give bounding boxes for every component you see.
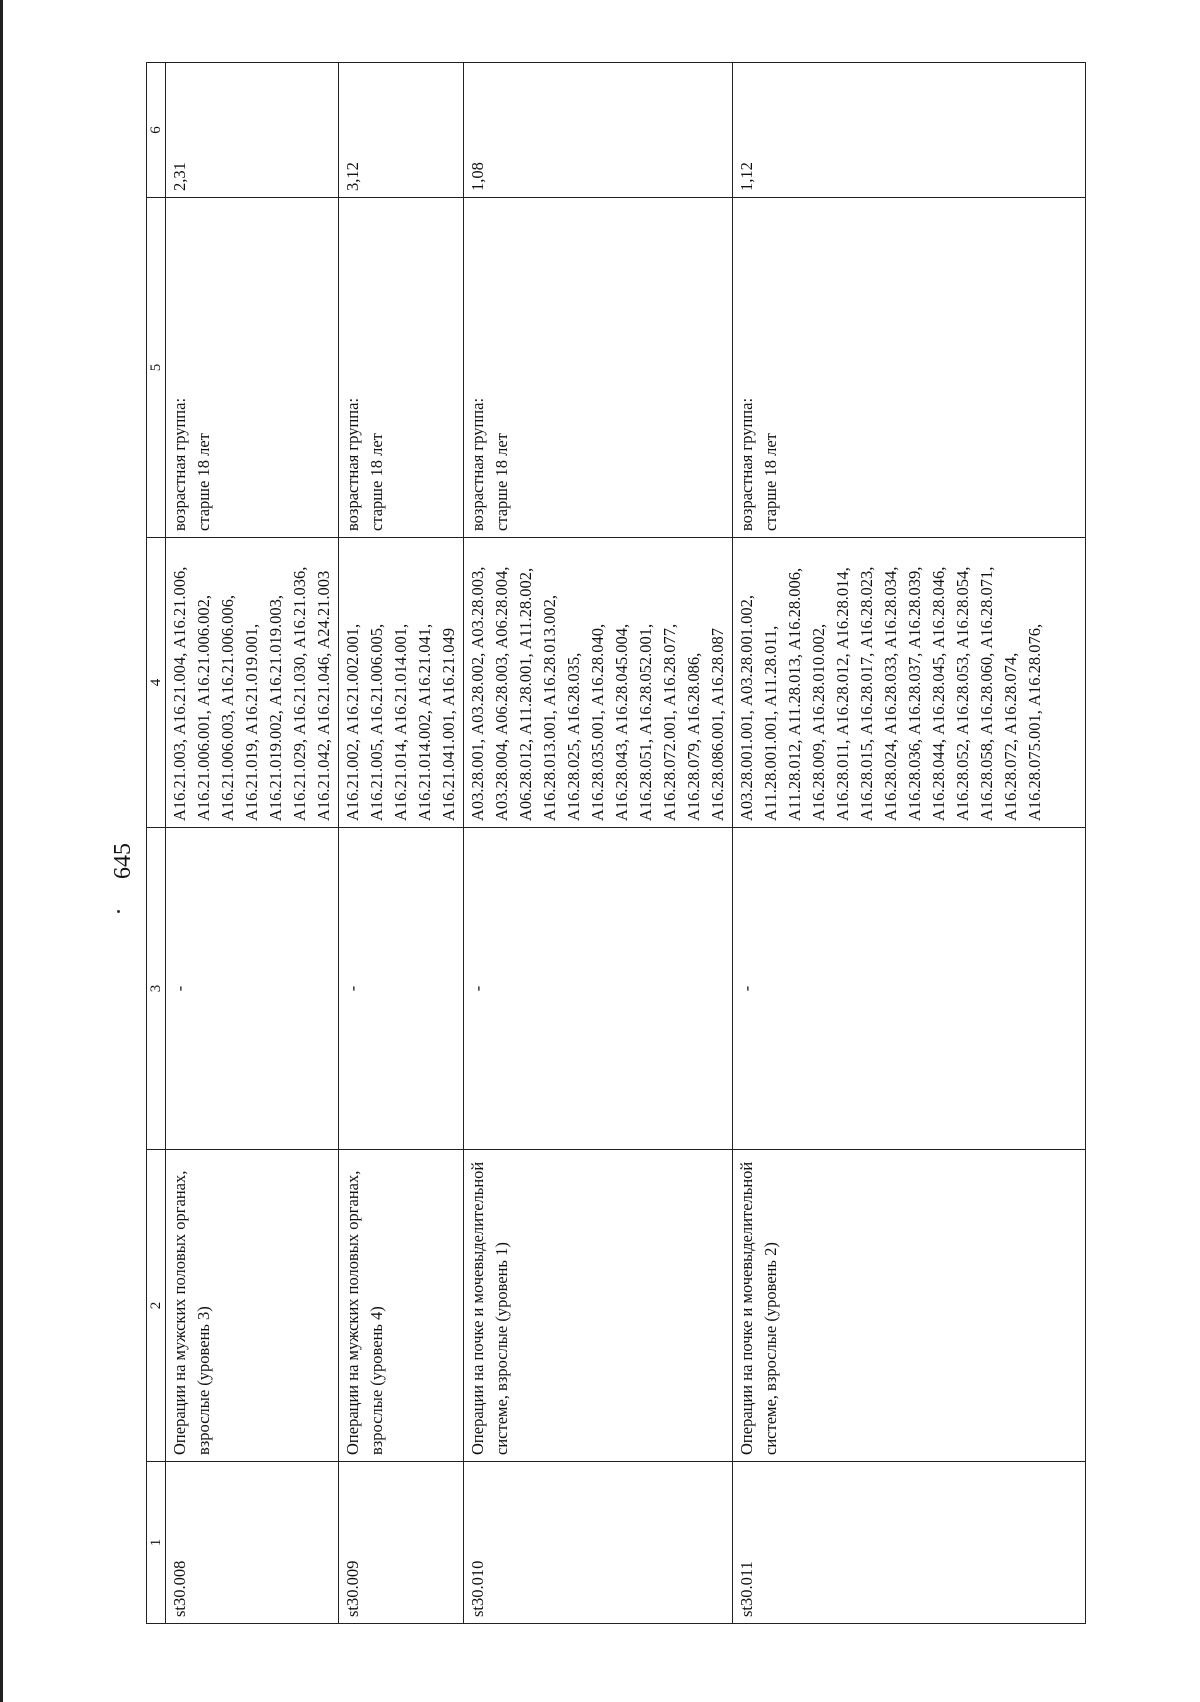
additional-criteria: возрастная группа: старше 18 лет [464,198,733,538]
diagnosis-codes: - [733,828,1086,1150]
service-codes: А16.21.002, А16.21.002.001, А16.21.005, А16.21.006.005, А16.21.014, А16.21.014.001, А16.21.014.002, А16.21.041, А16.21.041.001, А16.21.049 [339,538,464,828]
diagnosis-codes: - [339,828,464,1150]
additional-criteria: возрастная группа: старше 18 лет [733,198,1086,538]
cost-coefficient: 1,12 [733,63,1086,198]
ksg-code: st30.009 [339,1462,464,1624]
service-codes: А03.28.001, А03.28.002, А03.28.003, А03.28.004, А06.28.003, А06.28.004, А06.28.012, А11.28.001, А11.28.002, А16.28.013.001, А16.28.013.002, А16.28.025, А16.28.035, А16.28.035.001, А16.28.040, А16.28.043, А16.28.045.004, А16.28.051, А16.28.052.001, А16.28.072.001, А16.28.077, А16.28.079, А16.28.086, А16.28.086.001, А16.28.087 [464,538,733,828]
header-cell-6: 6 [147,63,166,198]
cost-coefficient: 1,08 [464,63,733,198]
header-cell-3: 3 [147,828,166,1150]
ksg-name: Операции на мужских половых органах, взрослые (уровень 3) [166,1150,339,1462]
ksg-name: Операции на почке и мочевыделительной системе, взрослые (уровень 1) [464,1150,733,1462]
header-cell-2: 2 [147,1150,166,1462]
page-number: 645 [110,843,136,879]
tariff-table [146,62,1086,1624]
cost-coefficient: 2,31 [166,63,339,198]
ksg-name: Операции на почке и мочевыделительной системе, взрослые (уровень 2) [733,1150,1086,1462]
header-cell-4: 4 [147,538,166,828]
service-codes: А16.21.003, А16.21.004, А16.21.006, А16.21.006.001, А16.21.006.002, А16.21.006.003, А16.21.006.006, А16.21.019, А16.21.019.001, А16.21.019.002, А16.21.019.003, А16.21.029, А16.21.030, А16.21.036, А16.21.042, А16.21.046, А24.21.003 [166,538,339,828]
header-cell-5: 5 [147,198,166,538]
table-row [166,63,339,1624]
scan-left-border [0,0,3,1702]
ksg-code: st30.011 [733,1462,1086,1624]
scan-dot [117,910,120,913]
header-row [147,63,166,1624]
ksg-code: st30.010 [464,1462,733,1624]
diagnosis-codes: - [464,828,733,1150]
cost-coefficient: 3,12 [339,63,464,198]
header-cell-1: 1 [147,1462,166,1624]
additional-criteria: возрастная группа: старше 18 лет [166,198,339,538]
ksg-code: st30.008 [166,1462,339,1624]
table-row [464,63,733,1624]
diagnosis-codes: - [166,828,339,1150]
table-row [339,63,464,1624]
rotated-page-content [146,63,1086,1624]
table-row [733,63,1086,1624]
additional-criteria: возрастная группа: старше 18 лет [339,198,464,538]
ksg-name: Операции на мужских половых органах, взрослые (уровень 4) [339,1150,464,1462]
service-codes: А03.28.001.001, А03.28.001.002, А11.28.001.001, А11.28.011, А11.28.012, А11.28.013, А16.28.006, А16.28.009, А16.28.010.002, А16.28.011, А16.28.012, А16.28.014, А16.28.015, А16.28.017, А16.28.023, А16.28.024, А16.28.033, А16.28.034, А16.28.036, А16.28.037, А16.28.039, А16.28.044, А16.28.045, А16.28.046, А16.28.052, А16.28.053, А16.28.054, А16.28.058, А16.28.060, А16.28.071, А16.28.072, А16.28.074, А16.28.075.001, А16.28.076, [733,538,1086,828]
